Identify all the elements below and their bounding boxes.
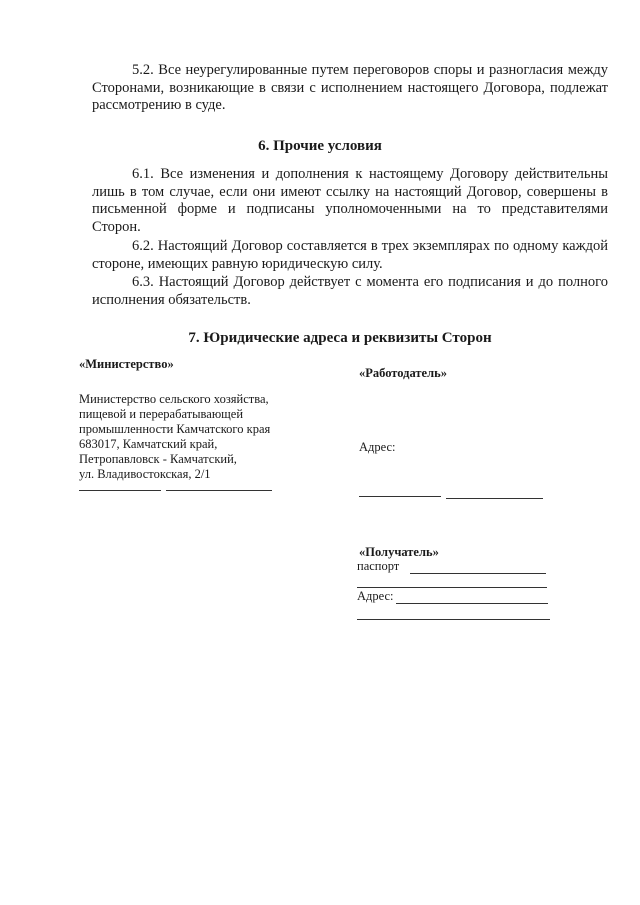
ministry-address-line: 683017, Камчатский край, — [79, 437, 218, 451]
recipient-passport-line — [410, 573, 546, 574]
section-6-heading: 6. Прочие условия — [258, 138, 382, 154]
ministry-address-line: пищевой и перерабатывающей — [79, 407, 244, 421]
clause-5-2: 5.2. Все неурегулированные путем переговоров споры и разногласия между Сторонами, возникающие в связи с исполнением настоящего Договора, подлежат рассмотрению в суде. — [92, 62, 608, 113]
recipient-address-line — [396, 603, 548, 604]
ministry-signature-line — [79, 490, 161, 491]
recipient-passport-extra-line — [357, 587, 547, 588]
employer-label: «Работодатель» — [359, 366, 447, 380]
employer-name-line — [446, 498, 543, 499]
employer-address-label: Адрес: — [359, 440, 396, 454]
section-7-heading: 7. Юридические адреса и реквизиты Сторон — [188, 330, 492, 346]
ministry-address-line: Петропавловск - Камчатский, — [79, 452, 237, 466]
clause-6-1: 6.1. Все изменения и дополнения к настоящему Договору действительны лишь в том случае, если они имеют ссылку на настоящий Договор, совершены в письменной форме и подписаны уполномоченными на то представителями Сторон. — [92, 166, 608, 235]
ministry-address-line: ул. Владивостокская, 2/1 — [79, 467, 211, 481]
employer-signature-line — [359, 496, 441, 497]
recipient-passport-label: паспорт — [357, 559, 400, 573]
ministry-address-line: Министерство сельского хозяйства, — [79, 392, 269, 406]
ministry-address — [79, 392, 299, 482]
ministry-address-line: промышленности Камчатского края — [79, 422, 271, 436]
recipient-label: «Получатель» — [359, 545, 439, 559]
ministry-name-line — [166, 490, 272, 491]
recipient-address-extra-line — [357, 619, 550, 620]
clause-6-3: 6.3. Настоящий Договор действует с момента его подписания и до полного исполнения обязательств. — [92, 274, 608, 308]
clause-6-2: 6.2. Настоящий Договор составляется в трех экземплярах по одному каждой стороне, имеющих равную юридическую силу. — [92, 238, 608, 272]
recipient-address-label: Адрес: — [357, 589, 394, 603]
ministry-label: «Министерство» — [79, 357, 174, 371]
